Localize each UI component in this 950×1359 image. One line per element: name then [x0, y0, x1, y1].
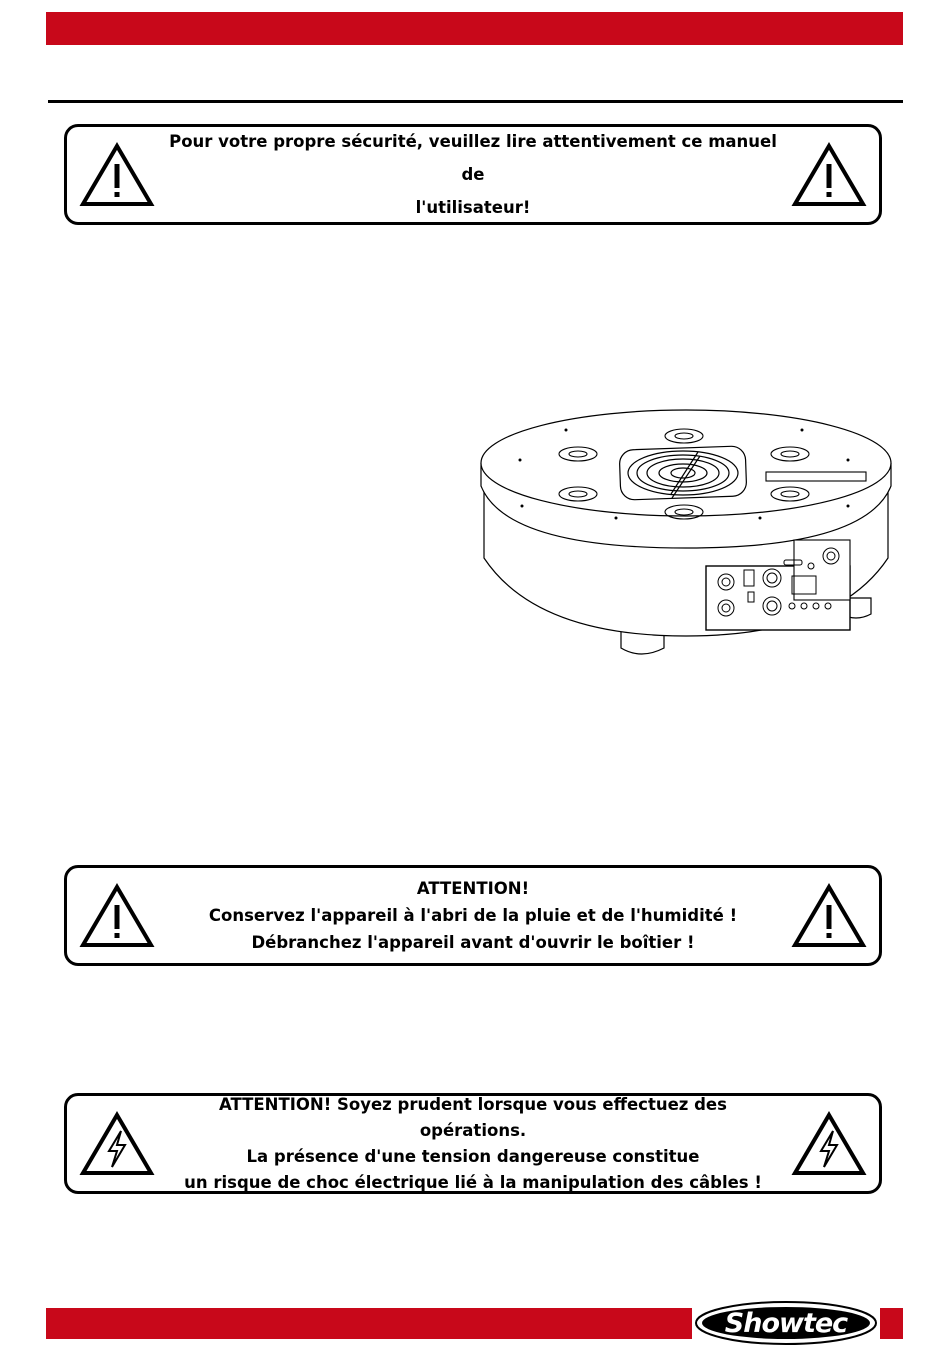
exclamation-triangle-icon — [791, 883, 867, 949]
footer-red-bar — [46, 1308, 692, 1339]
header-rule — [48, 100, 903, 103]
warning-line: ATTENTION! Soyez prudent lorsque vous effectuez des opérations. — [219, 1094, 727, 1140]
header-red-bar — [46, 12, 903, 45]
moisture-warning-box — [64, 865, 882, 966]
safety-warning-box — [64, 124, 882, 225]
warning-line: Pour votre propre sécurité, veuillez lire attentivement ce manuel de — [169, 132, 777, 184]
warning-line: ATTENTION! — [416, 879, 530, 898]
warning-line: l'utilisateur! — [415, 198, 531, 217]
exclamation-triangle-icon — [79, 883, 155, 949]
warning-line: un risque de choc électrique lié à la manipulation des câbles ! — [184, 1172, 762, 1192]
warning-line: Conservez l'appareil à l'abri de la pluie et de l'humidité ! — [208, 906, 738, 925]
electric-shock-warning-box — [64, 1093, 882, 1194]
footer-red-bar-end — [880, 1308, 903, 1339]
product-illustration — [476, 408, 896, 670]
warning-line: La présence d'une tension dangereuse constitue — [246, 1146, 700, 1166]
warning-line: Débranchez l'appareil avant d'ouvrir le boîtier ! — [251, 933, 695, 952]
brand-logo — [694, 1300, 878, 1346]
warning-text — [167, 127, 779, 222]
electric-shock-triangle-icon — [791, 1111, 867, 1177]
exclamation-triangle-icon — [791, 142, 867, 208]
electric-shock-triangle-icon — [79, 1111, 155, 1177]
warning-text — [167, 1096, 779, 1191]
exclamation-triangle-icon — [79, 142, 155, 208]
logo-text: Showtec — [724, 1307, 848, 1339]
warning-text — [167, 868, 779, 963]
